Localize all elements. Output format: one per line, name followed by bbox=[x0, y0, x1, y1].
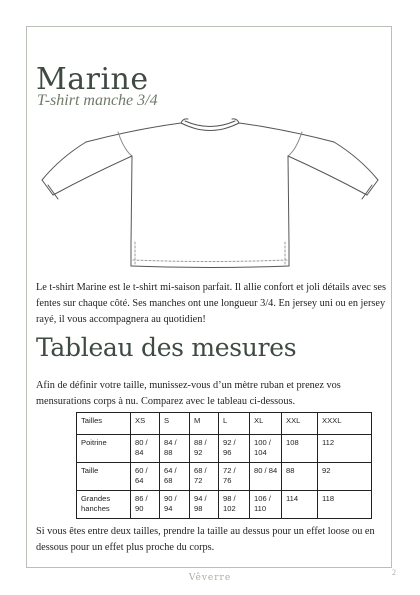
table-cell: 114 bbox=[282, 491, 318, 519]
size-table-intro: Afin de définir votre taille, munissez-vous d’un mètre ruban et prenez vos mensurations corps à nu. Comparez avec le tableau ci-dessous. bbox=[36, 380, 341, 407]
row-label: Taille bbox=[77, 463, 131, 491]
size-table-heading: Tableau des mesures bbox=[36, 333, 297, 362]
table-cell: 94 / 98 bbox=[190, 491, 219, 519]
table-cell: 112 bbox=[318, 435, 372, 463]
table-cell: 106 / 110 bbox=[250, 491, 282, 519]
row-label: Grandes hanches bbox=[77, 491, 131, 519]
column-header: Tailles bbox=[77, 413, 131, 435]
column-header: XS bbox=[131, 413, 160, 435]
brand-logo: Vêverre bbox=[188, 573, 232, 583]
table-cell: 86 / 90 bbox=[131, 491, 160, 519]
table-cell: 80 / 84 bbox=[250, 463, 282, 491]
page-number: 2 bbox=[392, 568, 396, 577]
size-table bbox=[76, 412, 372, 519]
size-table-header-row bbox=[77, 413, 372, 435]
table-cell: 60 / 64 bbox=[131, 463, 160, 491]
table-row bbox=[77, 491, 372, 519]
table-cell: 72 / 76 bbox=[219, 463, 250, 491]
column-header: XL bbox=[250, 413, 282, 435]
intro-paragraph: Le t-shirt Marine est le t-shirt mi-saison parfait. Il allie confort et joli détails avec ses fentes sur chaque côté. Ses manches ont une longueur 3/4. En jersey uni ou en jersey rayé, il vous accompagnera au quotidien! bbox=[36, 282, 386, 325]
table-row bbox=[77, 463, 372, 491]
table-cell: 88 / 92 bbox=[190, 435, 219, 463]
page-subtitle: T-shirt manche 3/4 bbox=[37, 92, 158, 109]
tshirt-drawing-icon bbox=[40, 118, 380, 270]
table-cell: 92 / 96 bbox=[219, 435, 250, 463]
table-cell: 88 bbox=[282, 463, 318, 491]
column-header: XXL bbox=[282, 413, 318, 435]
column-header: S bbox=[160, 413, 190, 435]
table-cell: 84 / 88 bbox=[160, 435, 190, 463]
table-cell: 68 / 72 bbox=[190, 463, 219, 491]
page-title: Marine bbox=[36, 62, 149, 98]
column-header: L bbox=[219, 413, 250, 435]
table-cell: 80 / 84 bbox=[131, 435, 160, 463]
column-header: XXXL bbox=[318, 413, 372, 435]
size-advice-paragraph: Si vous êtes entre deux tailles, prendre la taille au dessus pour un effet loose ou en dessous pour un effet plus proche du corps. bbox=[36, 526, 375, 553]
column-header: M bbox=[190, 413, 219, 435]
table-cell: 64 / 68 bbox=[160, 463, 190, 491]
row-label: Poitrine bbox=[77, 435, 131, 463]
table-row bbox=[77, 435, 372, 463]
table-cell: 100 / 104 bbox=[250, 435, 282, 463]
table-cell: 118 bbox=[318, 491, 372, 519]
table-cell: 92 bbox=[318, 463, 372, 491]
table-cell: 98 / 102 bbox=[219, 491, 250, 519]
table-cell: 90 / 94 bbox=[160, 491, 190, 519]
table-cell: 108 bbox=[282, 435, 318, 463]
